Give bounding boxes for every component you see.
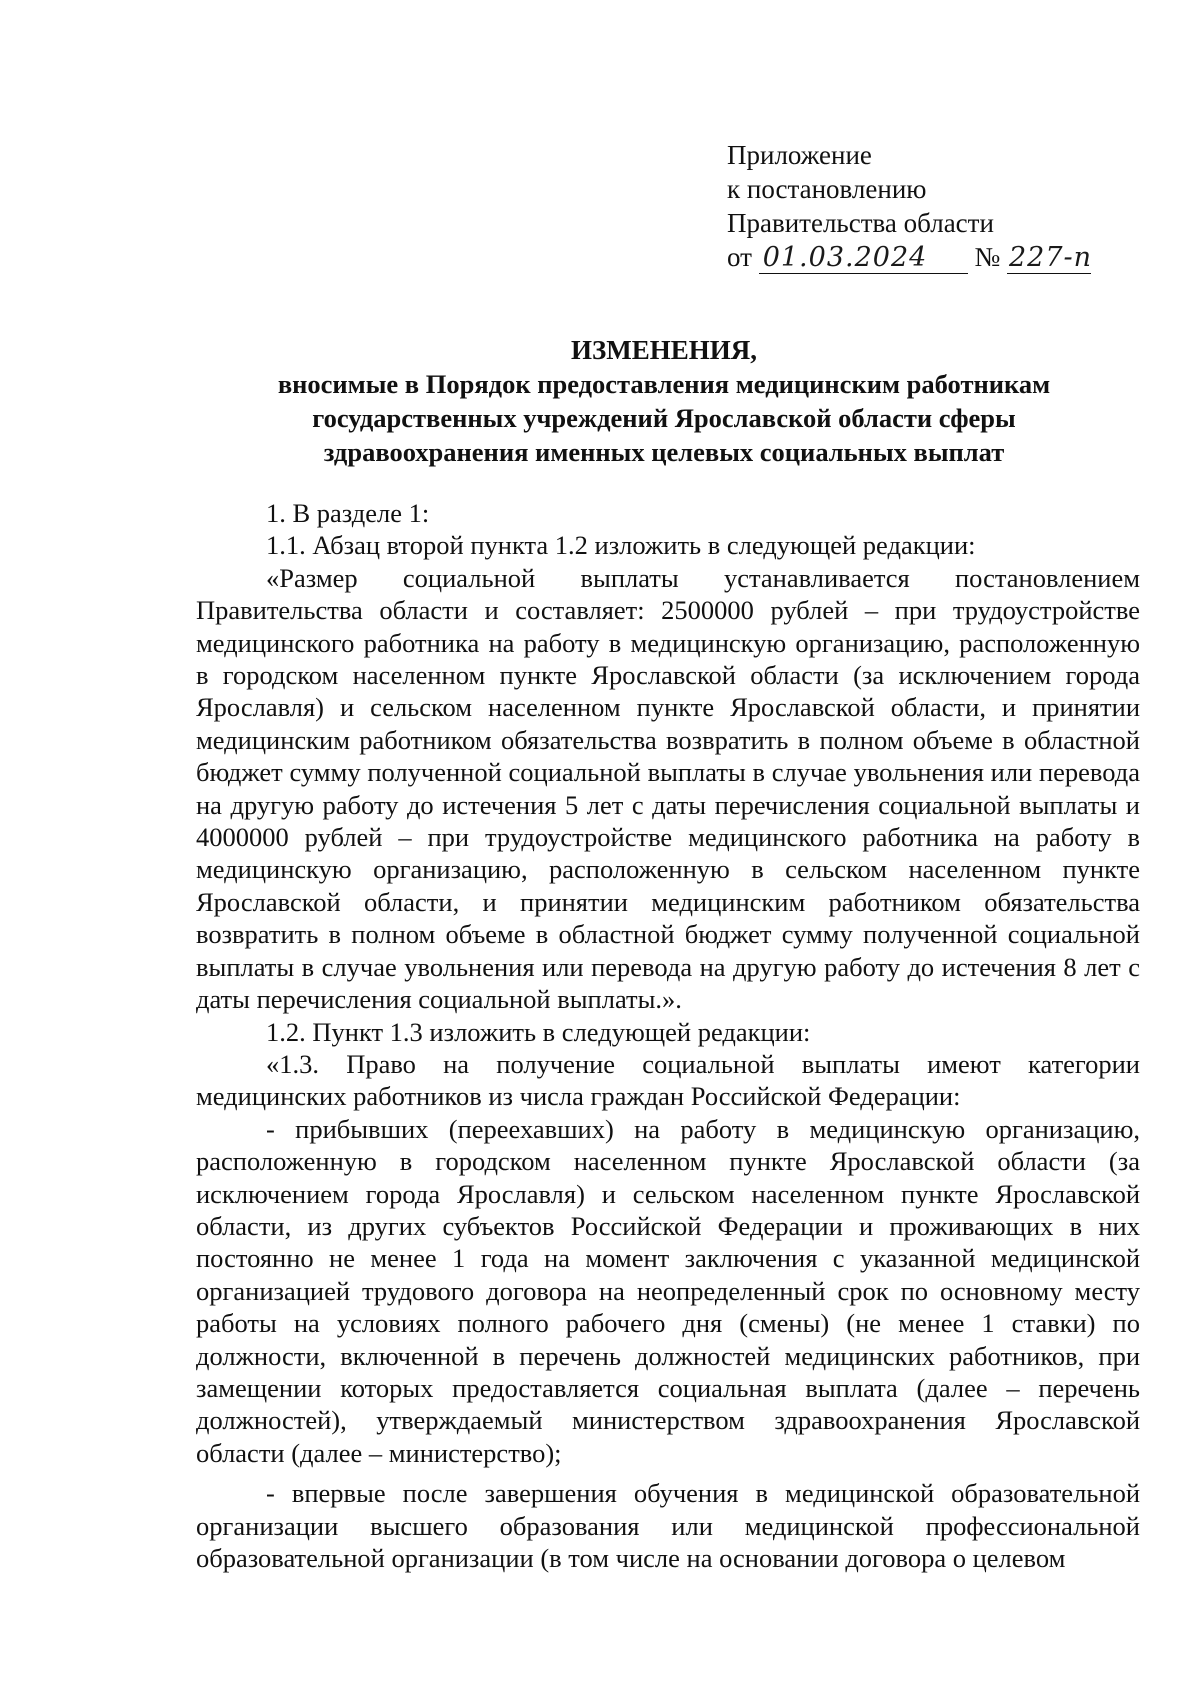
title-subtitle-line-3: здравоохранения именных целевых социальных выплат — [323, 437, 1005, 467]
paragraph-category-graduates: - впервые после завершения обучения в медицинской образовательной организации высшего образования или медицинской профессиональной образовательной организации (в том числе на основании договора о целевом — [196, 1478, 1140, 1573]
document-title — [196, 333, 1132, 469]
appendix-line-3: Правительства области — [727, 208, 994, 238]
date-prefix: от — [727, 242, 752, 272]
title-subtitle-line-2: государственных учреждений Ярославской области сферы — [312, 403, 1016, 433]
paragraph-item-1-1: 1.1. Абзац второй пункта 1.2 изложить в следующей редакции: — [266, 530, 976, 561]
appendix-line-1: Приложение — [727, 140, 872, 170]
handwritten-date: 01.03.2024 — [759, 243, 968, 274]
appendix-header — [727, 138, 1091, 274]
appendix-line-2: к постановлению — [727, 174, 927, 204]
document-body — [196, 497, 1140, 1574]
paragraph-section-1: 1. В разделе 1: — [266, 498, 430, 528]
title-subtitle-line-1: вносимые в Порядок предоставления медицинским работникам — [277, 369, 1051, 399]
paragraph-payment-amount: «Размер социальной выплаты устанавливается постановлением Правительства области и составляет: 2500000 рублей – при трудоустройстве медицинского работника на работу в медицинскую организацию, расположенную в городском населенном пункте Ярославской области (за исключением города Ярославля) и сельском населенном пункте Ярославской области, и принятии медицинским работником обязательства возвратить в полном объеме в областной бюджет сумму полученной социальной выплаты в случае увольнения или перевода на другую работу до истечения 5 лет с даты перечисления социальной выплаты и 4000000 рублей – при трудоустройстве медицинского работника на работу в медицинскую организацию, расположенную в сельском населенном пункте Ярославской области, и принятии медицинским работником обязательства возвратить в полном объеме в областной бюджет сумму полученной социальной выплаты в случае увольнения или перевода на другую работу до истечения 8 лет с даты перечисления социальной выплаты.». — [196, 562, 1140, 1015]
paragraph-category-relocated: - прибывших (переехавших) на работу в медицинскую организацию, расположенную в городском населенном пункте Ярославской области (за исключением города Ярославля) и сельском населенном пункте Ярославской области, из других субъектов Российской Федерации и проживающих в них постоянно не менее 1 года на момент заключения с указанной медицинской организацией трудового договора на неопределенный срок по основному месту работы на условиях полного рабочего дня (смены) (не менее 1 ставки) по должности, включенной в перечень должностей медицинских работников, при замещении которых предоставляется социальная выплата (далее – перечень должностей), утверждаемый министерством здравоохранения Ярославской области (далее – министерство); — [196, 1113, 1140, 1468]
number-prefix: № — [974, 242, 1001, 272]
paragraph-item-1-2: 1.2. Пункт 1.3 изложить в следующей редакции: — [266, 1016, 811, 1047]
paragraph-item-1-3: «1.3. Право на получение социальной выплаты имеют категории медицинских работников из числа граждан Российской Федерации: — [196, 1048, 1140, 1112]
appendix-date-number-line — [727, 240, 1091, 274]
title-main: ИЗМЕНЕНИЯ, — [570, 335, 757, 365]
handwritten-number: 227-п — [1008, 242, 1093, 273]
